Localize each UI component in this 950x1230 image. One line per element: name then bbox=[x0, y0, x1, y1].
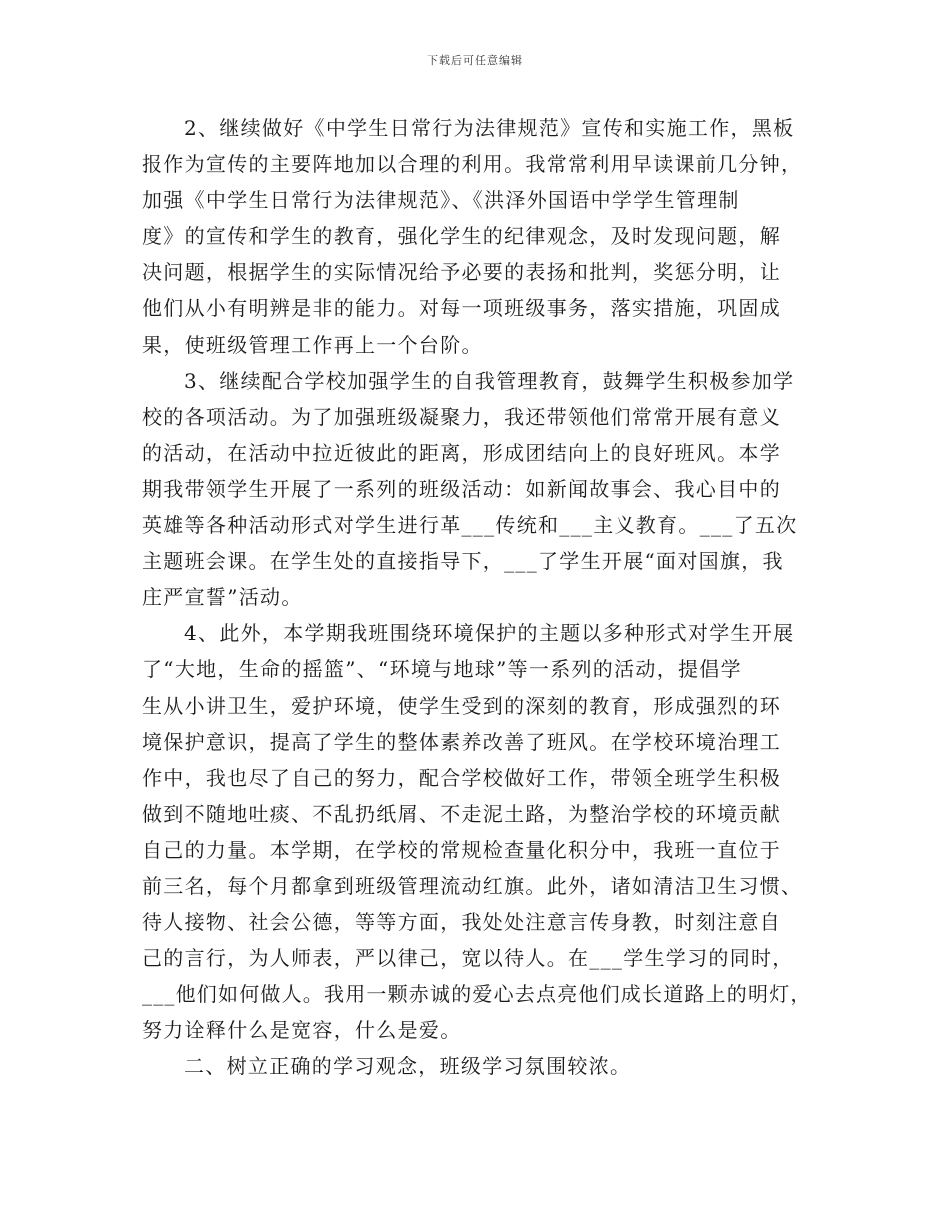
text-line: 3、继续配合学校加强学生的自我管理教育，鼓舞学生积极参加学 bbox=[184, 368, 795, 393]
text-line: 了“大地，生命的摇篮”、“环境与地球”等一系列的活动，提倡学 bbox=[142, 657, 742, 682]
text-line: 英雄等各种活动形式对学生进行革___传统和___主义教育。___了五次 bbox=[142, 513, 798, 538]
text-line: ___他们如何做人。我用一颗赤诚的爱心去点亮他们成长道路上的明灯， bbox=[142, 982, 812, 1007]
text-line: 校的各项活动。为了加强班级凝聚力，我还带领他们常常开展有意义 bbox=[142, 404, 781, 429]
text-line: 加强《中学生日常行为法律规范》、《洪泽外国语中学学生管理制 bbox=[142, 188, 740, 213]
text-line: 他们从小有明辨是非的能力。对每一项班级事务，落实措施，巩固成 bbox=[142, 296, 781, 321]
text-line: 自己的力量。本学期，在学校的常规检查量化积分中，我班一直位于 bbox=[142, 837, 781, 862]
text-line: 果，使班级管理工作再上一个台阶。 bbox=[142, 332, 483, 357]
text-line: 做到不随地吐痰、不乱扔纸屑、不走泥土路，为整治学校的环境贡献 bbox=[142, 801, 781, 826]
text-line: 庄严宣誓”活动。 bbox=[142, 585, 303, 610]
text-line: 作中，我也尽了自己的努力，配合学校做好工作，带领全班学生积极 bbox=[142, 765, 781, 790]
text-line: 度》的宣传和学生的教育，强化学生的纪律观念，及时发现问题，解 bbox=[142, 224, 781, 249]
text-line: 主题班会课。在学生处的直接指导下，___了学生开展“面对国旗，我 bbox=[142, 549, 784, 574]
text-line: 待人接物、社会公德，等等方面，我处处注意言传身教，时刻注意自 bbox=[142, 910, 781, 935]
text-line: 己的言行，为人师表，严以律己，宽以待人。在___学生学习的同时， bbox=[142, 946, 794, 971]
text-line: 2、继续做好《中学生日常行为法律规范》宣传和实施工作，黑板 bbox=[184, 116, 795, 140]
document-body bbox=[142, 110, 814, 1085]
text-line: 努力诠释什么是宽容，什么是爱。 bbox=[142, 1018, 462, 1043]
text-line: 期我带领学生开展了一系列的班级活动：如新闻故事会、我心目中的 bbox=[142, 476, 781, 501]
page-header: 下载后可任意编辑 bbox=[427, 54, 523, 67]
text-line: 的活动，在活动中拉近彼此的距离，形成团结向上的良好班风。本学 bbox=[142, 440, 781, 465]
text-line: 决问题，根据学生的实际情况给予必要的表扬和批判，奖惩分明，让 bbox=[142, 260, 781, 285]
text-line: 报作为宣传的主要阵地加以合理的利用。我常常利用早读课前几分钟， bbox=[142, 152, 803, 177]
text-line: 前三名，每个月都拿到班级管理流动红旗。此外，诸如清洁卫生习惯、 bbox=[142, 873, 803, 898]
text-line: 4、此外，本学期我班围绕环境保护的主题以多种形式对学生开展 bbox=[184, 621, 795, 646]
text-line: 二、树立正确的学习观念，班级学习氛围较浓。 bbox=[184, 1054, 632, 1079]
text-line: 生从小讲卫生，爱护环境，使学生受到的深刻的教育，形成强烈的环 bbox=[142, 693, 781, 718]
text-line: 境保护意识，提高了学生的整体素养改善了班风。在学校环境治理工 bbox=[142, 729, 781, 754]
